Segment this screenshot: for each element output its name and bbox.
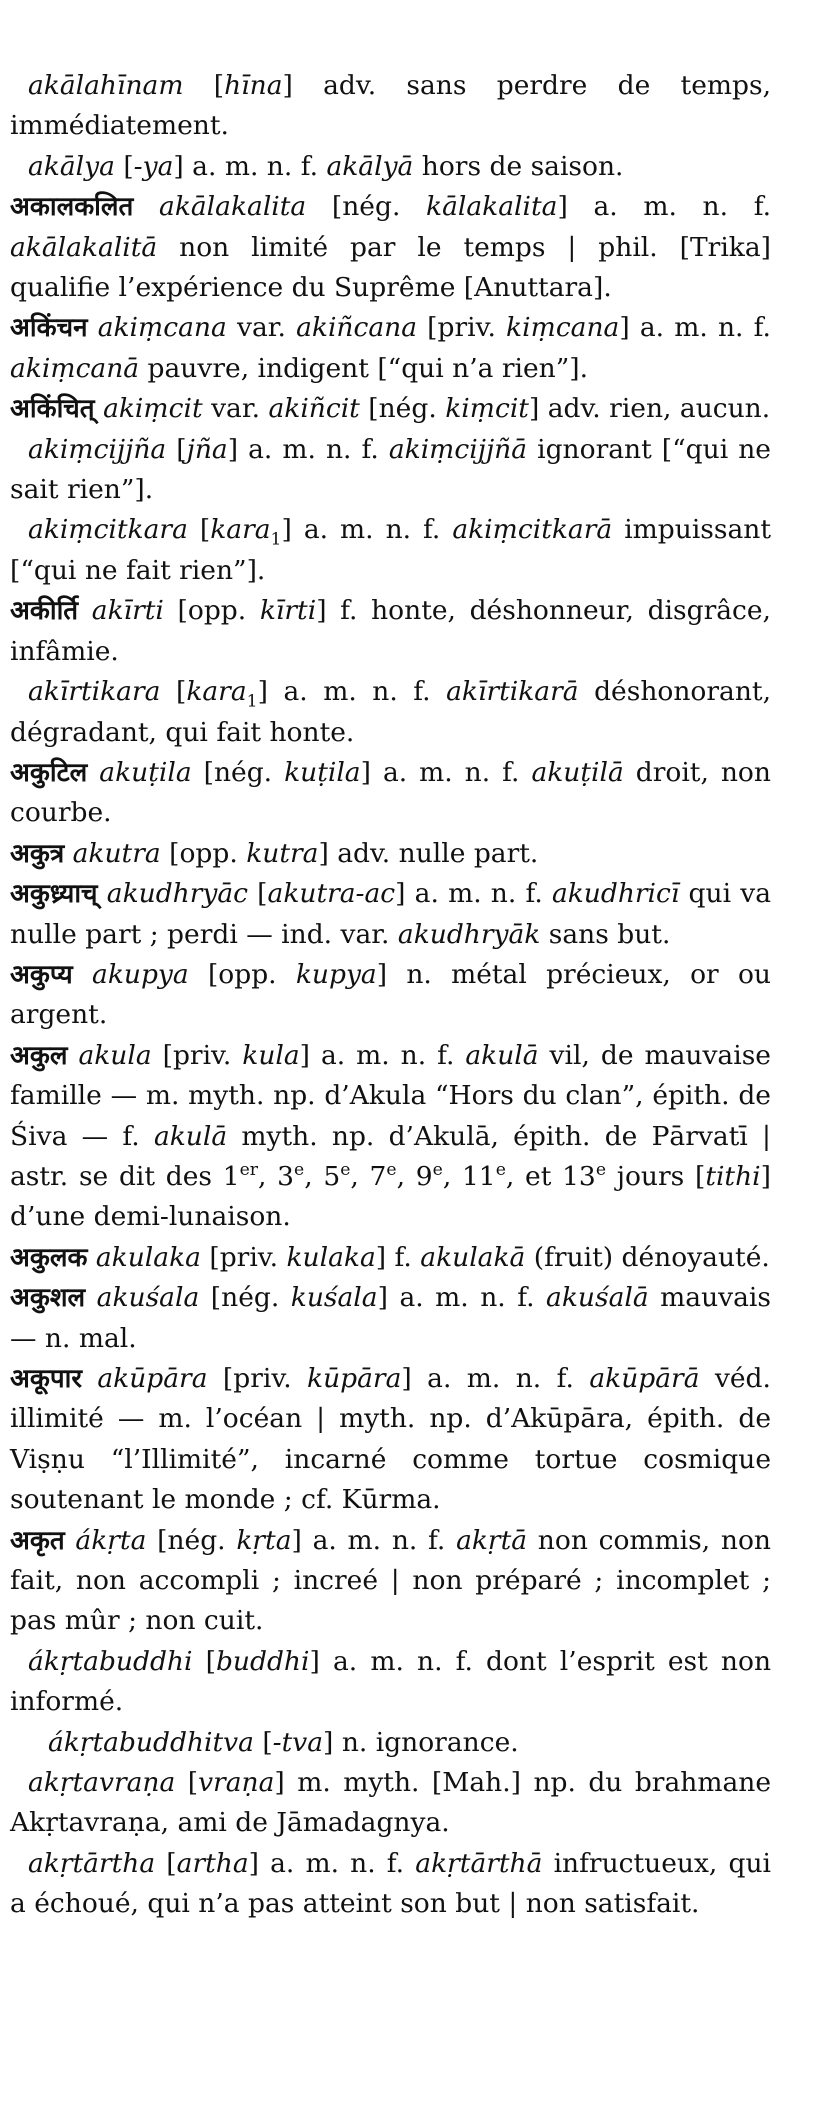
headword: akālakalita [159, 191, 307, 223]
feminine-form: akālyā [326, 150, 414, 182]
entry-akimcitkara: akiṃcitkara [kara$_1$] a. m. n. f. akiṃcitkarā impuissant [“qui ne fait rien”]. [10, 514, 772, 586]
entry-akrtavrana: akṛtavraṇa [vraṇa] m. myth. [Mah.] np. du brahmane Akṛtavraṇa, ami de Jāmadagnya. [10, 1767, 772, 1839]
etymology: kulaka [286, 1241, 376, 1273]
grammar: a. m. n. f. [593, 191, 771, 223]
entry-akalakalita: अकालकलित akālakalita [nég. kālakalita] a. m. n. f. akālakalitā non limité par le temps | phil. [Trika] qualifie l’expérience du Suprême [Anuttara]. [10, 191, 771, 304]
grammar: a. m. n. f. [248, 433, 379, 465]
etymology: akutra-ac [267, 878, 396, 910]
grammar: a. m. n. f. [270, 1847, 405, 1879]
headword: akuṭila [99, 756, 192, 788]
definition: non commis, non fait, non accompli ; increé | non préparé ; incomplet ; pas mûr ; non cuit. [10, 1524, 771, 1637]
feminine-form: akṛtārthā [415, 1847, 543, 1879]
definition: adv. rien, aucun. [547, 393, 771, 425]
headword: akīrtikara [28, 676, 161, 708]
devanagari-headword: अकिंचित् [10, 394, 95, 425]
headword: akiṃcitkara [28, 514, 188, 546]
etymology-note: nég. [378, 393, 437, 425]
etymology: -tva [272, 1726, 324, 1758]
headword: akulaka [95, 1241, 201, 1273]
headword: akiṃcit [103, 393, 203, 425]
etymology-note: nég. [213, 756, 273, 788]
entry-akrtartha: akṛtārtha [artha] a. m. n. f. akṛtārthā infructueux, qui a échoué, qui n’a pas atteint son but | non satisfait. [10, 1847, 771, 1920]
etymology: kṛta [236, 1524, 292, 1556]
grammar: a. m. n. f. [192, 150, 318, 182]
feminine-form: akālakalitā [10, 231, 158, 263]
etymology: kuṭila [284, 756, 361, 788]
headword: akiṃcijjña [28, 433, 167, 465]
etymology-note: opp. [179, 837, 238, 869]
entry-akirtikara: akīrtikara [kara$_1$] a. m. n. f. akīrtikarā déshonorant, dégradant, qui fait honte. [10, 676, 771, 748]
headword: akudhryāc [106, 878, 248, 910]
definition-cont: sans but. [548, 918, 671, 950]
entry-akutila: अकुटिल akuṭila [nég. kuṭila] a. m. n. f. akuṭilā droit, non courbe. [10, 756, 771, 829]
subscript: 1 [270, 529, 282, 550]
grammar: a. m. n. f. [382, 756, 520, 788]
devanagari-headword: अकृत [10, 1525, 65, 1556]
variant-label: var. [236, 312, 286, 344]
entry-akimcit: अकिंचित् akiṃcit var. akiñcit [nég. kiṃcit] adv. rien, aucun. [10, 393, 771, 425]
definition: mauvais — n. mal. [10, 1282, 772, 1354]
definition: hors de saison. [421, 150, 624, 182]
devanagari-headword: अकिंचन [10, 313, 88, 344]
etymology-note: nég. [342, 191, 401, 223]
definition: déshonorant, dégradant, qui fait honte. [10, 676, 771, 748]
grammar: a. m. n. f. [283, 676, 431, 708]
definition: non limité par le temps | phil. [Trika] qualifie l’expérience du Suprême [Anuttara]. [10, 231, 771, 304]
headword: ákṛtabuddhitva [48, 1726, 254, 1758]
headword: ákṛtabuddhi [28, 1645, 193, 1677]
definition-cont: myth. np. d’Akulā, épith. de Pārvatī | astr. se dit des 1er, 3e, 5e, 7e, 9e, 11e, et 13e jours [10, 1120, 771, 1192]
definition: (fruit) dénoyauté. [533, 1241, 770, 1273]
grammar: a. m. n. f. [414, 878, 543, 910]
etymology-note: priv. [233, 1363, 292, 1394]
entry-akimcijjna: akiṃcijjña [jña] a. m. n. f. akiṃcijjñā ignorant [“qui ne sait rien”]. [10, 433, 771, 506]
variant-label: var. [211, 393, 261, 425]
definition: adv. sans perdre de temps, immédiatement. [10, 70, 771, 142]
devanagari-headword: अकूपार [10, 1364, 82, 1394]
etymology: kālakalita [426, 191, 558, 223]
definition-end: d’une demi-lunaison. [10, 1201, 291, 1233]
headword: akuśala [96, 1282, 200, 1314]
feminine-form-2: akulā [153, 1120, 228, 1152]
etymology: -ya [133, 150, 174, 182]
headword: akūpāra [97, 1363, 208, 1394]
definition: adv. nulle part. [337, 837, 539, 869]
entry-akupya: अकुप्य akupya [opp. kupya] n. métal précieux, or ou argent. [10, 958, 771, 1031]
headword: akṛtārtha [28, 1847, 156, 1879]
grammar: a. m. n. f. [312, 1524, 446, 1556]
definition: vil, de mauvaise famille — m. myth. np. d’Akula “Hors du clan”, épith. de Śiva — f. [10, 1039, 771, 1152]
feminine-form: akiṃcanā [10, 352, 140, 384]
etymology-note: opp. [218, 958, 277, 990]
devanagari-headword: अकुत्र [10, 838, 65, 869]
feminine-form: akudhricī [551, 878, 680, 910]
variant-headword: akiñcana [296, 312, 417, 344]
variant-headword: akiñcit [268, 393, 360, 425]
feminine-form: akṛtā [456, 1524, 528, 1556]
definition: infructueux, qui a échoué, qui n’a pas atteint son but | non satisfait. [10, 1847, 771, 1920]
feminine-form: akuśalā [546, 1282, 649, 1314]
feminine-form: akiṃcitkarā [452, 514, 613, 546]
feminine-form: akuṭilā [531, 756, 624, 788]
entry-akalya: akālya [-ya] a. m. n. f. akālyā hors de saison. [28, 150, 624, 182]
etymology: kuśala [290, 1282, 378, 1314]
feminine-form: akūpārā [589, 1363, 700, 1394]
headword: ákṛta [75, 1524, 147, 1556]
entry-akrtabuddhi: ákṛtabuddhi [buddhi] a. m. n. f. dont l’esprit est non informé. [10, 1645, 772, 1718]
devanagari-headword: अकुटिल [10, 757, 88, 788]
entry-akula: अकुल akula [priv. kula] a. m. n. f. akulā vil, de mauvaise famille — m. myth. np. d’Akula “Hors du clan”, épith. de Śiva — f. akulā myth. np. d’Akulā, épith. de Pārvatī | astr. se dit des 1er, 3e, 5e, 7e, 9e, 11e, et 13e jours [tithi] d’une demi-lunaison. [10, 1039, 771, 1233]
etymology: kara [210, 514, 271, 546]
entry-akulaka: अकुलक akulaka [priv. kulaka] f. akulakā (fruit) dénoyauté. [10, 1241, 770, 1273]
feminine-form: akiṃcijjñā [388, 433, 528, 465]
devanagari-headword: अकुध्र्याच् [10, 879, 98, 910]
entry-akimcana: अकिंचन akiṃcana var. akiñcana [priv. kiṃcana] a. m. n. f. akiṃcanā pauvre, indigent [“qui n’a rien”]. [10, 312, 771, 384]
definition: n. ignorance. [341, 1726, 519, 1758]
feminine-form: akulā [465, 1039, 539, 1071]
etymology: kīrti [259, 595, 317, 627]
etymology: kiṃcana [506, 312, 620, 344]
grammar: f. [394, 1241, 412, 1273]
definition: véd. illimité — m. l’océan | myth. np. d’Akūpāra, épith. de Viṣṇu “l’Illimité”, incarné comme tortue cosmique soutenant le monde ; cf. Kūrma. [10, 1363, 771, 1516]
entry-akudhryac: अकुध्र्याच् akudhryāc [akutra-ac] a. m. n. f. akudhricī qui va nulle part ; perdi — ind. var. akudhryāk sans but. [10, 878, 771, 950]
etymology: buddhi [215, 1645, 310, 1677]
definition: qui va nulle part ; perdi — ind. var. [10, 878, 771, 950]
etymology: hīna [224, 70, 283, 101]
devanagari-headword: अकीर्ति [10, 596, 79, 627]
etymology: kūpāra [307, 1363, 402, 1394]
etymology-note: opp. [187, 595, 247, 627]
etymology: kara [186, 676, 247, 708]
headword: akālya [28, 150, 115, 182]
devanagari-headword: अकुल [10, 1040, 68, 1071]
feminine-form: akulakā [420, 1241, 526, 1273]
headword: akula [78, 1039, 152, 1071]
etymology: jña [186, 433, 228, 465]
entry-akrtabuddhitva: ákṛtabuddhitva [-tva] n. ignorance. [48, 1726, 519, 1758]
headword: akṛtavraṇa [28, 1767, 176, 1799]
grammar: a. m. n. f. [399, 1282, 535, 1314]
definition: n. métal précieux, or ou argent. [10, 958, 771, 1031]
entry-akalahinam: akālahīnam [hīna] adv. sans perdre de temps, immédiatement. [10, 70, 771, 142]
term: tithi [705, 1160, 761, 1192]
etymology: kupya [295, 958, 377, 990]
etymology: kiṃcit [445, 393, 529, 425]
etymology: kula [242, 1039, 300, 1071]
definition: a. m. n. f. dont l’esprit est non informé. [10, 1645, 772, 1718]
entry-akirti: अकीर्ति akīrti [opp. kīrti] f. honte, déshonneur, disgrâce, infâmie. [10, 595, 771, 667]
headword: akupya [92, 958, 189, 990]
definition: droit, non courbe. [10, 756, 771, 829]
headword: akīrti [91, 595, 164, 627]
grammar: a. m. n. f. [427, 1363, 574, 1394]
devanagari-headword: अकुशल [10, 1283, 86, 1314]
headword: akutra [72, 837, 161, 869]
entry-akrta: अकृत ákṛta [nég. kṛta] a. m. n. f. akṛtā non commis, non fait, non accompli ; increé | non préparé ; incomplet ; pas mûr ; non cuit. [10, 1524, 771, 1637]
etymology: vraṇa [198, 1767, 275, 1799]
etymology: artha [176, 1847, 249, 1879]
feminine-form: akīrtikarā [446, 676, 579, 708]
variant-form: akudhryāk [397, 918, 541, 950]
etymology-note: priv. [437, 312, 496, 344]
etymology-note: priv. [219, 1241, 279, 1273]
etymology-note: nég. [221, 1282, 280, 1314]
definition: f. honte, déshonneur, disgrâce, infâmie. [10, 595, 771, 667]
grammar: a. m. n. f. [639, 312, 771, 344]
headword: akiṃcana [97, 312, 227, 344]
grammar: a. m. n. f. [303, 514, 441, 546]
entry-akutra: अकुत्र akutra [opp. kutra] adv. nulle part. [10, 837, 539, 869]
entry-akupara: अकूपार akūpāra [priv. kūpāra] a. m. n. f. akūpārā véd. illimité — m. l’océan | myth. np. d’Akūpāra, épith. de Viṣṇu “l’Illimité”, incarné comme tortue cosmique soutenant le monde ; cf. Kūrma. [10, 1363, 771, 1516]
subscript: 1 [246, 691, 258, 712]
devanagari-headword: अकुप्य [10, 959, 73, 990]
definition: pauvre, indigent [“qui n’a rien”]. [147, 352, 589, 384]
etymology-note: nég. [167, 1524, 226, 1556]
definition: impuissant [“qui ne fait rien”]. [10, 514, 772, 586]
grammar: a. m. n. f. [320, 1039, 455, 1071]
devanagari-headword: अकुलक [10, 1242, 88, 1273]
etymology-note: priv. [172, 1039, 232, 1071]
headword: akālahīnam [28, 70, 184, 101]
definition: m. myth. [Mah.] np. du brahmane Akṛtavraṇa, ami de Jāmadagnya. [10, 1767, 772, 1839]
definition: ignorant [“qui ne sait rien”]. [10, 433, 771, 506]
etymology: kutra [246, 837, 319, 869]
devanagari-headword: अकालकलित [10, 192, 134, 223]
entry-akusala: अकुशल akuśala [nég. kuśala] a. m. n. f. akuśalā mauvais — n. mal. [10, 1282, 772, 1354]
